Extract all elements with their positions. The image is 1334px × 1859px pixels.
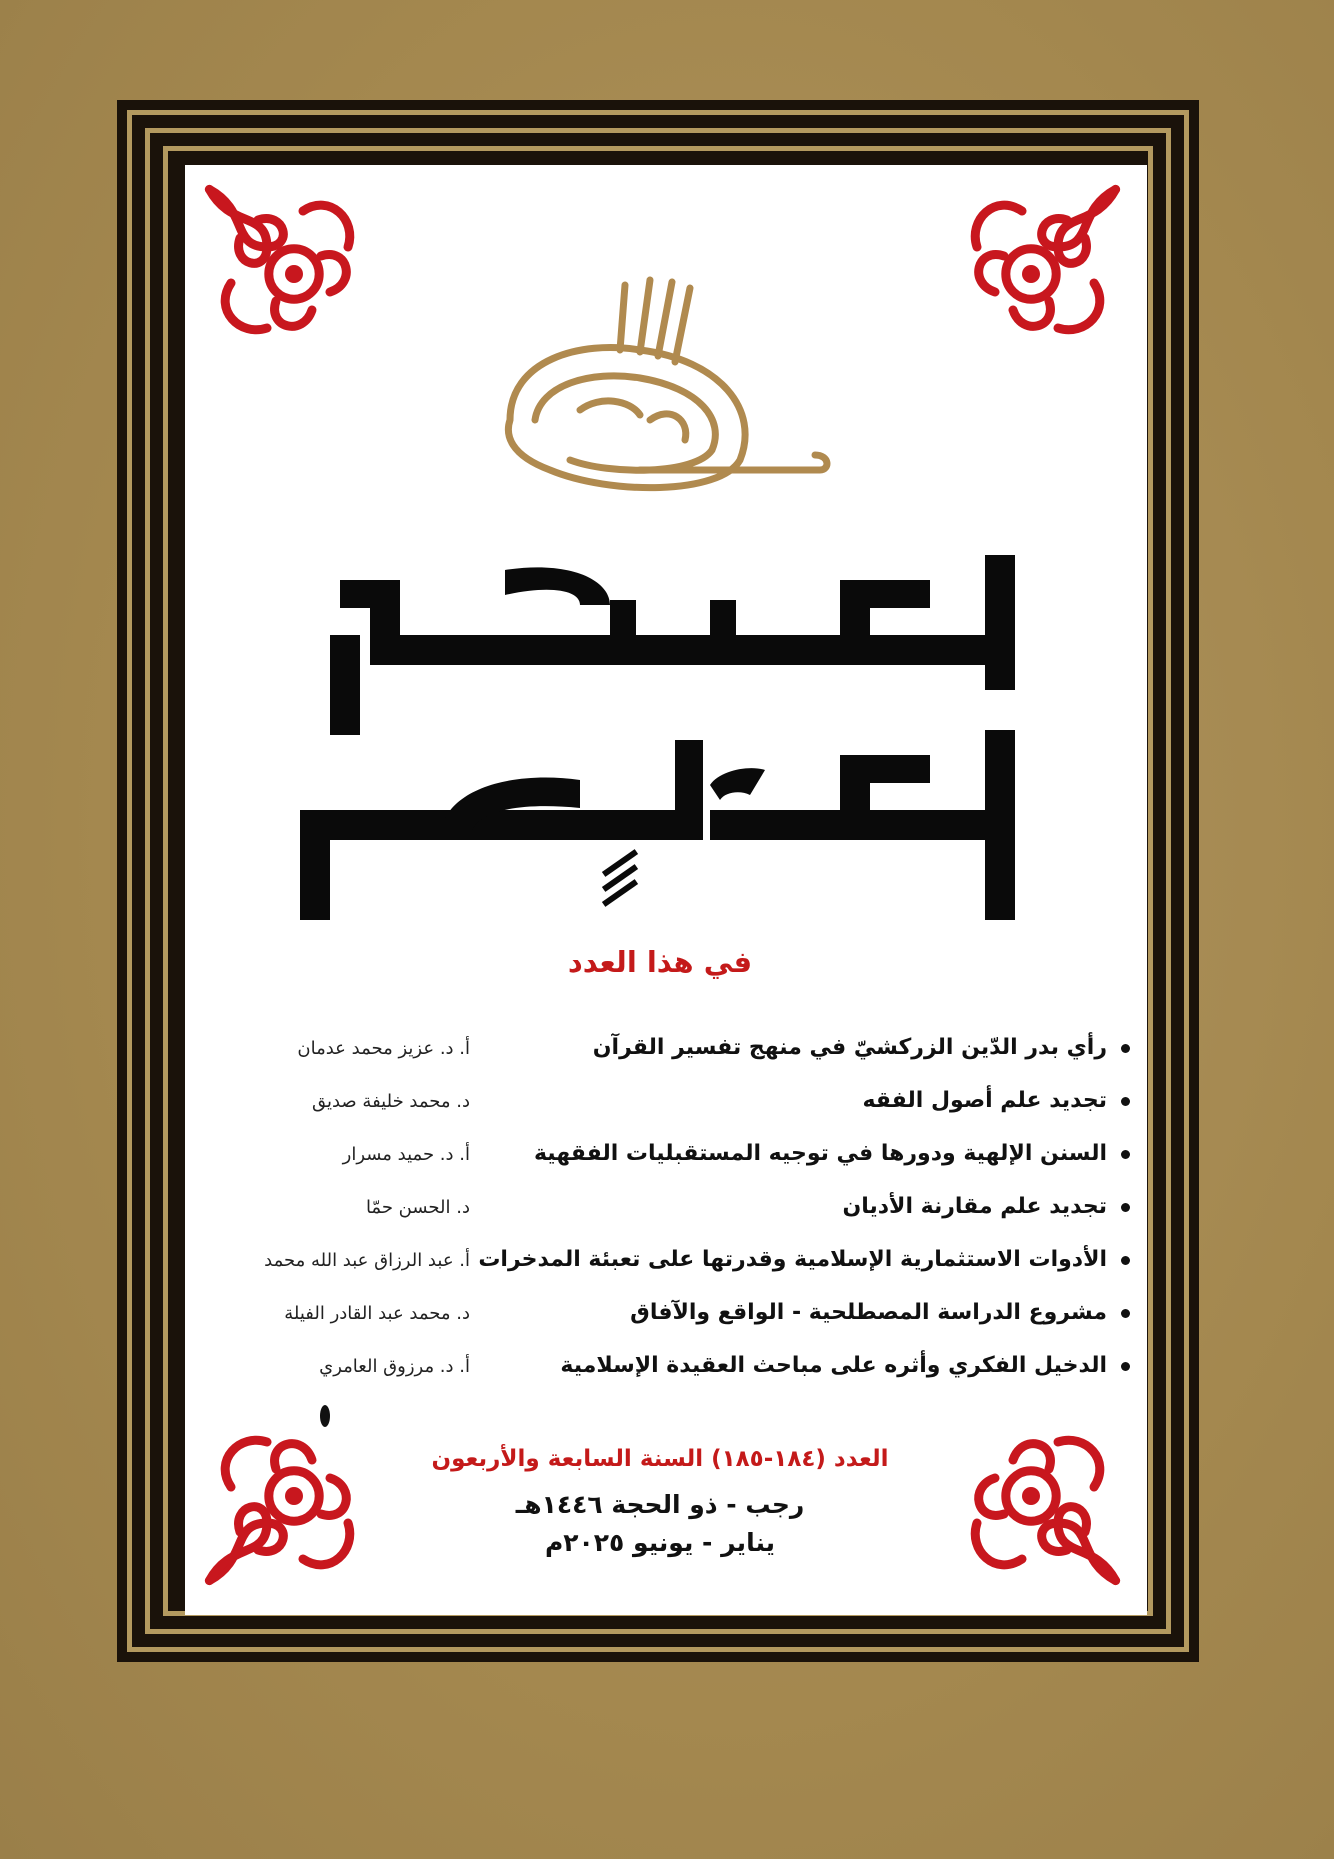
bullet-icon (1121, 1044, 1130, 1053)
ink-spot (320, 1405, 330, 1427)
toc-row (200, 1088, 1130, 1141)
toc-row (200, 1035, 1130, 1088)
bullet-icon (1121, 1256, 1130, 1265)
bullet-icon (1121, 1362, 1130, 1371)
issue-number: العدد (١٨٤-١٨٥) السنة السابعة والأربعون (431, 1446, 889, 1472)
corner-ornament-bottom-left (195, 1415, 375, 1595)
corner-ornament-bottom-right (950, 1415, 1130, 1595)
article-title-text: رأي بدر الدّين الزركشيّ في منهج تفسير القرآن (592, 1035, 1107, 1060)
bullet-icon (1121, 1097, 1130, 1106)
bullet-icon (1121, 1203, 1130, 1212)
section-heading: في هذا العدد (567, 945, 753, 979)
article-title (593, 1035, 1130, 1060)
article-title-text: الأدوات الاستثمارية الإسلامية وقدرتها على تعبئة المدخرات (478, 1247, 1107, 1272)
toc-row (200, 1353, 1130, 1406)
article-author: أ. د. مرزوق العامري (319, 1356, 470, 1377)
article-author: د. محمد خليفة صديق (311, 1091, 470, 1112)
article-author: د. محمد عبد القادر الفيلة (284, 1303, 470, 1324)
article-author: أ. عبد الرزاق عبد الله محمد (264, 1250, 470, 1271)
article-title-text: تجديد علم أصول الفقه (862, 1088, 1107, 1113)
hijri-date: رجب - ذو الحجة ١٤٤٦هـ (515, 1490, 805, 1519)
article-title-text: مشروع الدراسة المصطلحية - الواقع والآفاق (630, 1300, 1107, 1325)
article-title (478, 1247, 1130, 1272)
toc-row (200, 1247, 1130, 1300)
toc-row (200, 1194, 1130, 1247)
article-title (862, 1088, 1130, 1113)
toc-row (200, 1141, 1130, 1194)
article-title-text: تجديد علم مقارنة الأديان (842, 1194, 1107, 1219)
basmala-calligraphy (490, 270, 840, 500)
corner-ornament-top-left (195, 175, 375, 355)
article-title (534, 1141, 1130, 1166)
bullet-icon (1121, 1150, 1130, 1159)
corner-ornament-top-right (950, 175, 1130, 355)
bullet-icon (1121, 1309, 1130, 1318)
toc-row (200, 1300, 1130, 1353)
article-author: د. الحسن حمّا (365, 1197, 470, 1218)
article-title-text: السنن الإلهية ودورها في توجيه المستقبليات الفقهية (533, 1141, 1107, 1166)
article-title (842, 1194, 1130, 1219)
article-author: أ. د. عزيز محمد عدمان (297, 1038, 470, 1059)
gregorian-date: يناير - يونيو ٢٠٢٥م (544, 1528, 776, 1557)
table-of-contents (200, 1035, 1130, 1406)
article-title-text: الدخيل الفكري وأثره على مباحث العقيدة الإسلامية (560, 1353, 1107, 1378)
masthead-logo (280, 540, 1070, 940)
article-author: أ. د. حميد مسرار (342, 1144, 470, 1165)
article-title (630, 1300, 1130, 1325)
article-title (560, 1353, 1130, 1378)
